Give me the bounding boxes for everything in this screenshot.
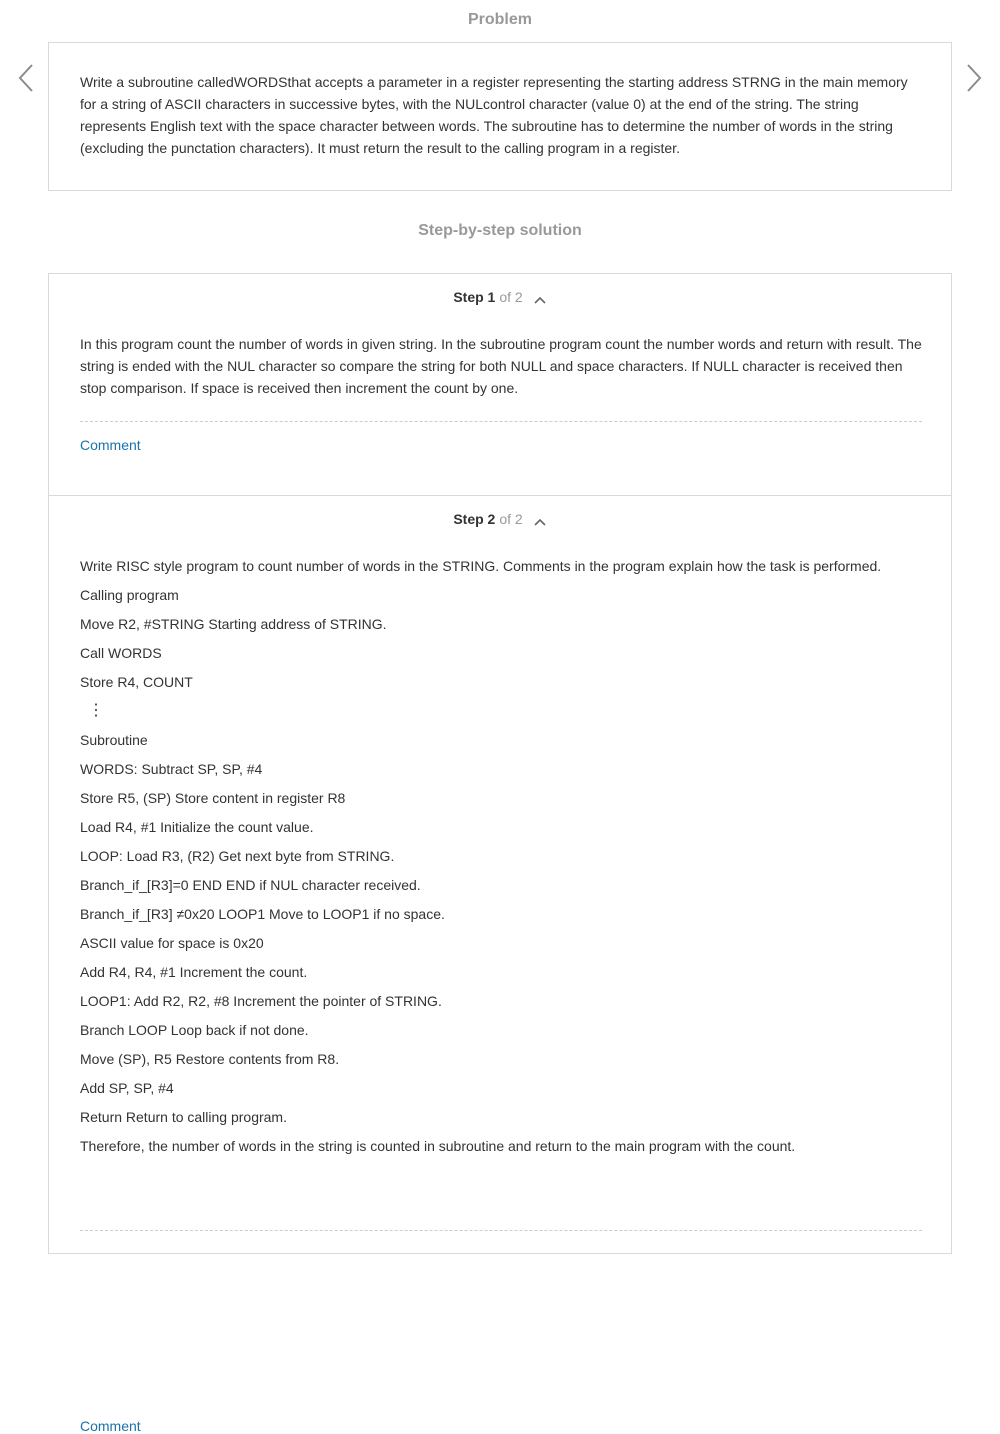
step-2-line: Add SP, SP, #4 — [80, 1080, 174, 1096]
problem-heading: Problem — [467, 11, 532, 28]
step-2-line: Add R4, R4, #1 Increment the count. — [80, 964, 308, 980]
step-1-text: In this program count the number of words in given string. In the subroutine program count the number words and return with result. The string is ended with the NUL character so compare the string for both NULL and space characters. If NULL character is received then stop comparison. If space is received then increment the count by one. — [80, 336, 922, 396]
step-2-label: Step 2 — [453, 511, 496, 527]
step-2-header[interactable] — [49, 509, 951, 529]
step-1 — [49, 274, 951, 496]
step-2-line: LOOP1: Add R2, R2, #8 Increment the pointer of STRING. — [80, 993, 442, 1009]
problem-card — [48, 42, 952, 191]
step-2-line: LOOP: Load R3, (R2) Get next byte from STRING. — [80, 848, 395, 864]
step-2-line: Store R5, (SP) Store content in register R8 — [80, 790, 346, 806]
step-2 — [49, 496, 951, 1434]
step-2-line: Branch_if_[R3]=0 END END if NUL character received. — [80, 877, 421, 893]
chevron-right-icon[interactable] — [964, 62, 984, 94]
problem-text: Write a subroutine calledWORDSthat accepts a parameter in a register representing the starting address STRNG in the main memory for a string of ASCII characters in successive bytes, with the NULcontrol character (value 0) at the end of the string. The string represents English text with the space character between words. The subroutine has to determine the number of words in the string (excluding the punctation characters). It must return the result to the calling program in a register. — [80, 74, 908, 156]
chevron-up-icon[interactable] — [533, 514, 547, 524]
solution-heading: Step-by-step solution — [418, 222, 582, 239]
step-2-line: Return Return to calling program. — [80, 1109, 287, 1125]
step-2-line: WORDS: Subtract SP, SP, #4 — [80, 761, 263, 777]
step-1-label: Step 1 — [453, 289, 496, 305]
step-2-count: of 2 — [499, 511, 523, 527]
step-2-line: Branch_if_[R3] ≠0x20 LOOP1 Move to LOOP1 if no space. — [80, 906, 445, 922]
solution-card — [48, 273, 952, 1434]
step-1-count: of 2 — [499, 289, 523, 305]
step-1-divider — [80, 421, 922, 422]
step-2-line: Calling program — [80, 587, 179, 603]
step-2-comment-link[interactable]: Comment — [80, 1418, 141, 1434]
step-2-line: Write RISC style program to count number of words in the STRING. Comments in the program explain how the task is performed. — [80, 558, 882, 574]
step-1-header[interactable] — [49, 287, 951, 307]
step-2-line: Call WORDS — [80, 645, 162, 661]
step-2-line: Load R4, #1 Initialize the count value. — [80, 819, 314, 835]
step-2-line: Subroutine — [80, 732, 148, 748]
step-2-text — [80, 557, 940, 1166]
step-2-line: ASCII value for space is 0x20 — [80, 935, 264, 951]
step-2-line: Store R4, COUNT — [80, 674, 193, 690]
chevron-up-icon[interactable] — [533, 292, 547, 302]
step-2-line: Move (SP), R5 Restore contents from R8. — [80, 1051, 340, 1067]
step-2-line: Branch LOOP Loop back if not done. — [80, 1022, 309, 1038]
step-1-comment-link[interactable]: Comment — [80, 437, 141, 453]
vertical-ellipsis: ⋮ — [88, 702, 104, 719]
step-2-divider — [80, 1230, 922, 1231]
step-2-line: Move R2, #STRING Starting address of STRING. — [80, 616, 387, 632]
chevron-left-icon[interactable] — [16, 62, 36, 94]
step-2-line: Therefore, the number of words in the string is counted in subroutine and return to the main program with the count. — [80, 1138, 796, 1154]
